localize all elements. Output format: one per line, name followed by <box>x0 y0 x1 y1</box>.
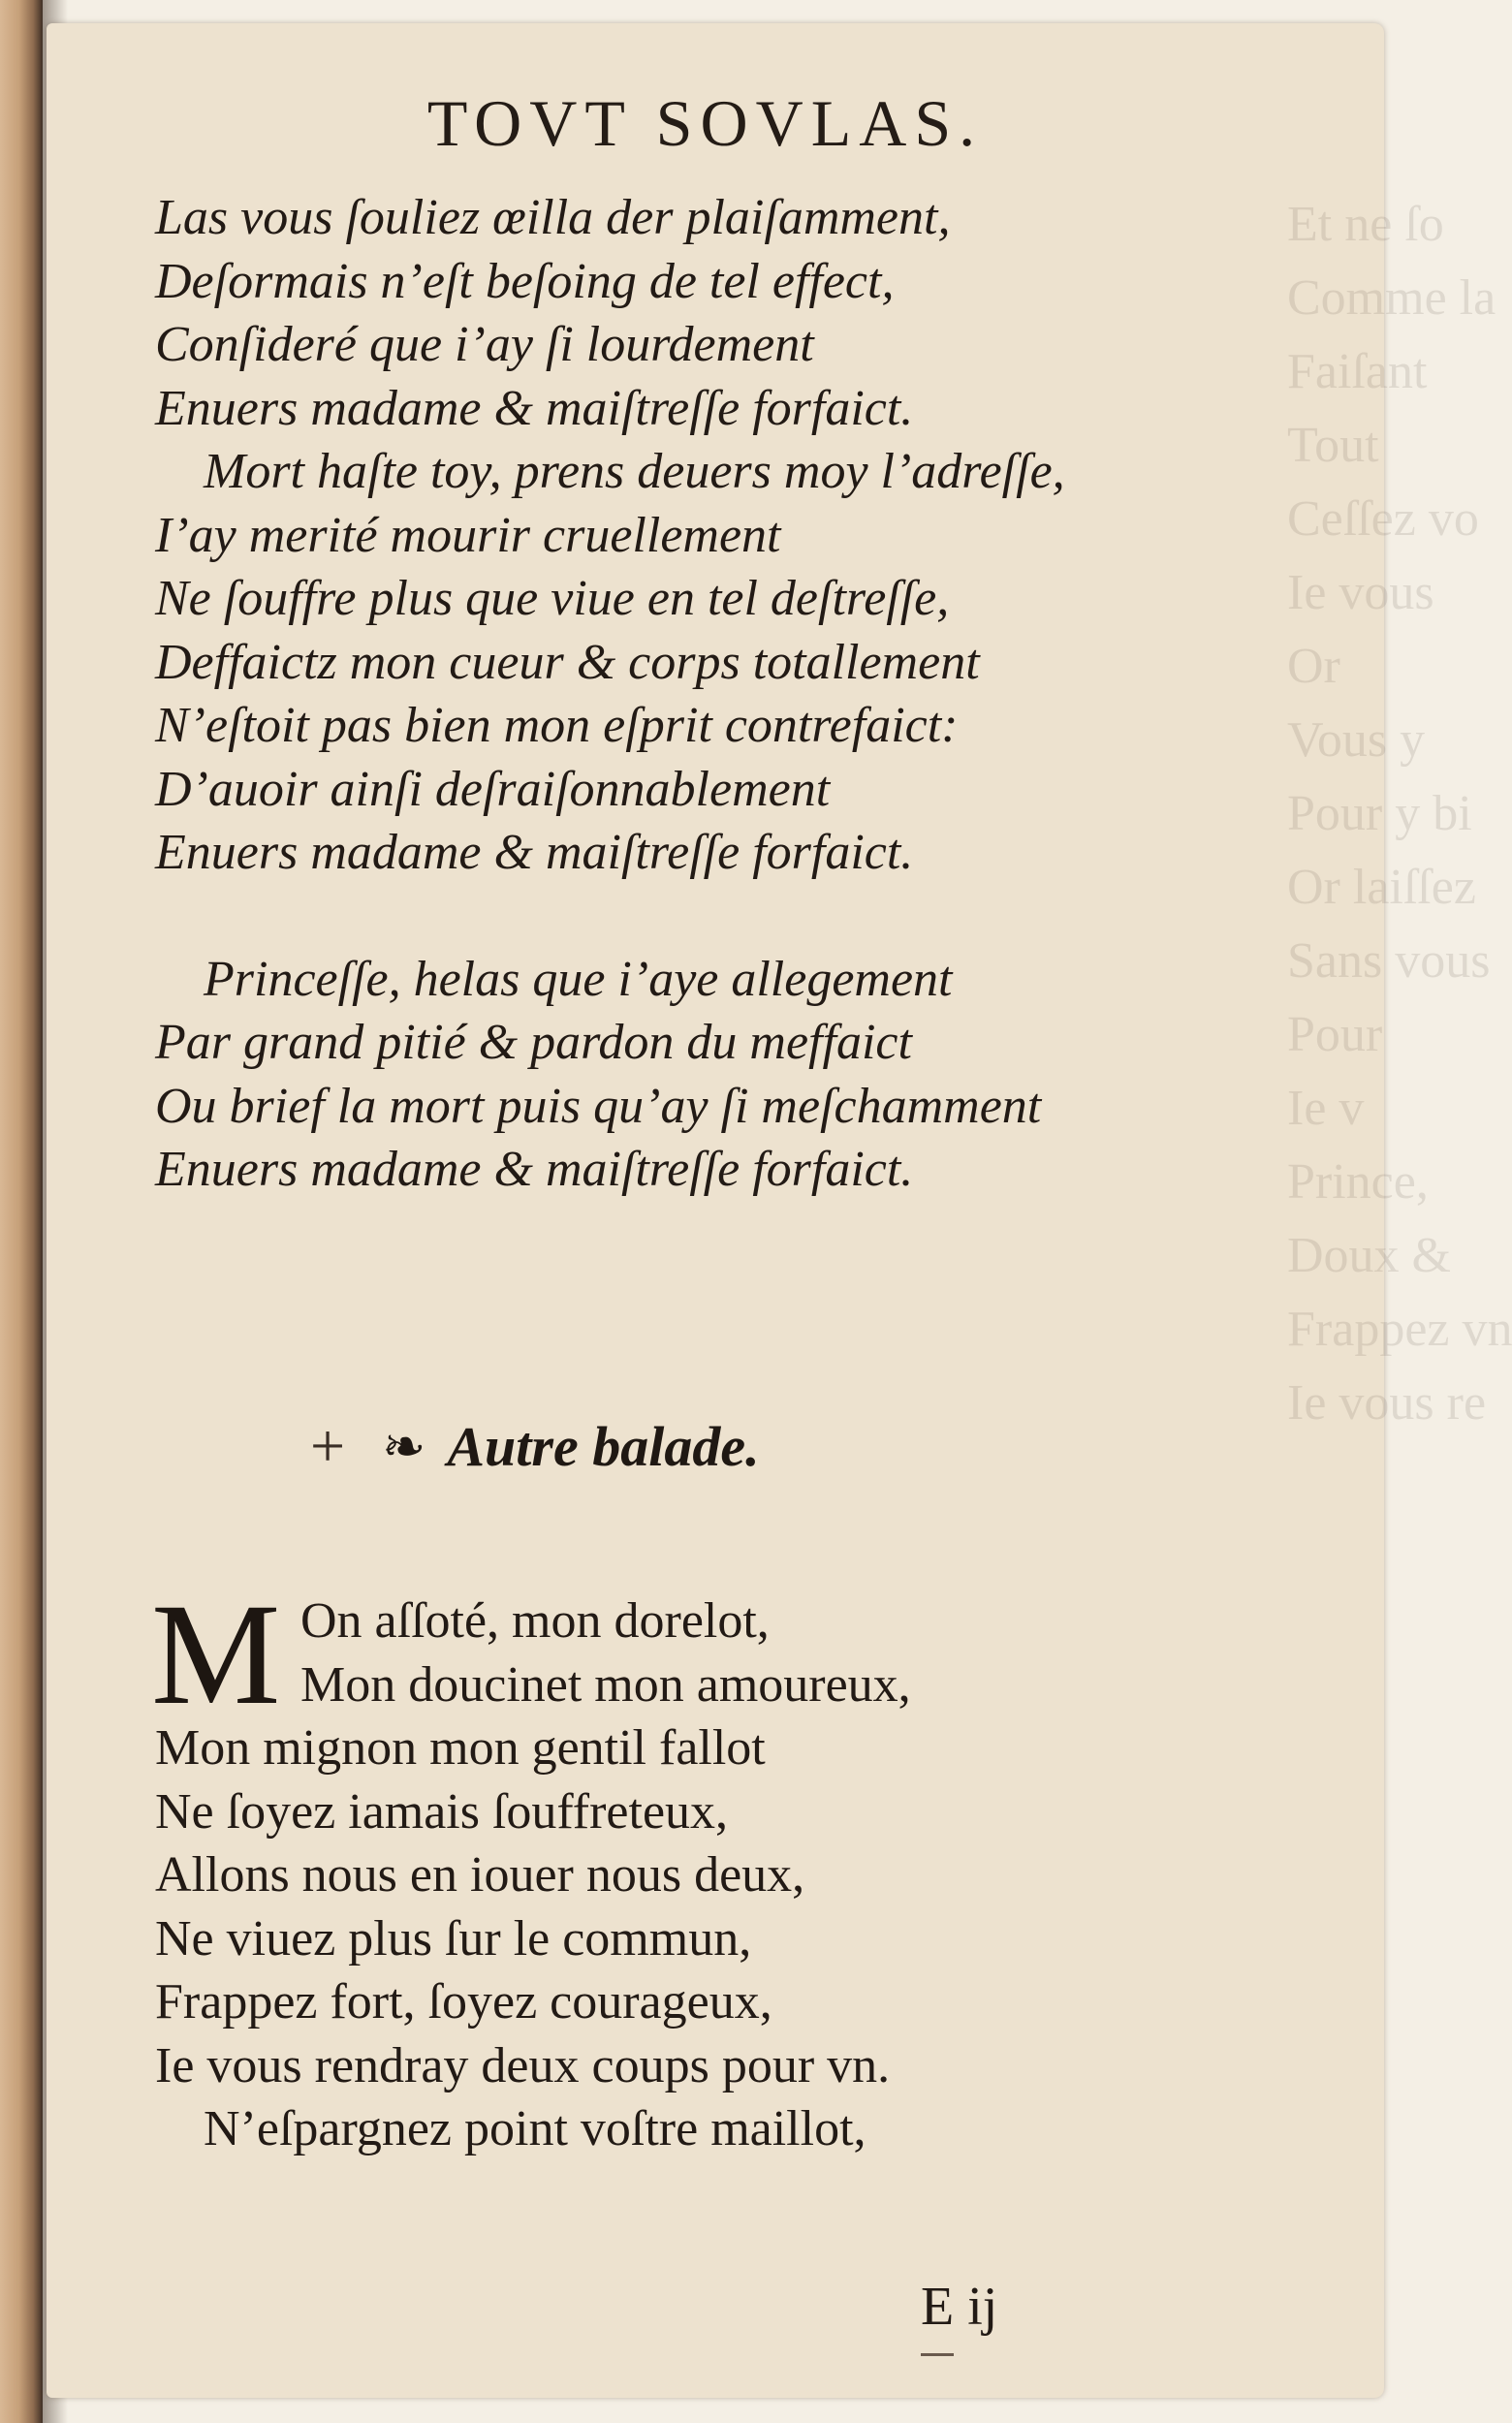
ballad-text-block <box>151 1574 1270 2161</box>
verse-line: Frappez fort, ſoyez courageux, <box>155 1974 772 2030</box>
poem-text-block <box>155 186 1270 1202</box>
envoi-line: Enuers madame & maiſtreſſe forfaict. <box>155 1142 914 1197</box>
verse-line: Deſormais n’eſt beſoing de tel effect, <box>155 253 895 309</box>
manuscript-cross-mark: + <box>310 1411 346 1480</box>
envoi-line: Princeſſe, helas que i’aye allegement <box>204 951 953 1007</box>
running-head: TOVT SOVLAS. <box>426 86 984 160</box>
verse-line: D’auoir ainſi deſraiſonnablement <box>155 761 831 817</box>
verse-line: N’eſpargnez point voſtre maillot, <box>204 2101 866 2156</box>
verse-line: N’eſtoit pas bien mon eſprit contrefaict: <box>155 698 959 753</box>
envoi-line: Ou brief la mort puis qu’ay ſi meſchamment <box>155 1078 1042 1134</box>
verse-line: Ie vous rendray deux coups pour vn. <box>155 2037 891 2093</box>
show-through-texture: Et ne ſo Comme la Faiſant Tout Ceſſez vo Ie vous Or Vous y Pour y bi Or laiſſez Sans vous Pour Ie v Prince, Doux & Frappez vn Ie vous re <box>1287 197 1512 1431</box>
envoi-line: Par grand pitié & pardon du meffaict <box>155 1015 912 1070</box>
verse-line: Enuers madame & maiſtreſſe forfaict. <box>155 380 914 436</box>
verse-line: Mort haſte toy, prens deuers moy l’adreſſe, <box>204 444 1065 499</box>
verse-line: Mon mignon mon gentil fallot <box>155 1720 766 1776</box>
stanza-gap <box>155 885 1270 948</box>
verse-line: Deffaictz mon cueur & corps totallement <box>155 634 980 690</box>
verse-line: Ne ſouffre plus que viue en tel deſtreſſe, <box>155 571 950 626</box>
verse-line: Las vous ſouliez œilla der plaiſamment, <box>155 190 951 245</box>
heading-title: Autre balade. <box>447 1414 760 1478</box>
ballad-opening <box>151 1574 1270 1735</box>
verse-line: I’ay merité mourir cruellement <box>155 507 781 563</box>
verse-line: Mon doucinet mon amoureux, <box>300 1656 911 1713</box>
section-heading <box>310 1410 760 1488</box>
verse-line: Enuers madame & maiſtreſſe forfaict. <box>155 825 914 880</box>
verse-line: Conſideré que i’ay ſi lourdement <box>155 317 814 372</box>
verse-line: Ne viuez plus ſur le commun, <box>155 1910 752 1967</box>
fleuron-icon: ❧ <box>382 1417 426 1476</box>
signature-mark: E ij <box>921 2277 998 2337</box>
verse-line: On aſſoté, mon dorelot, <box>300 1593 770 1649</box>
book-spine-edge <box>0 0 43 2423</box>
drop-cap: M <box>151 1574 281 1735</box>
signature-rule <box>921 2353 954 2356</box>
verse-line: Allons nous en iouer nous deux, <box>155 1847 805 1903</box>
verse-line: Ne ſoyez iamais ſouffreteux, <box>155 1783 729 1840</box>
